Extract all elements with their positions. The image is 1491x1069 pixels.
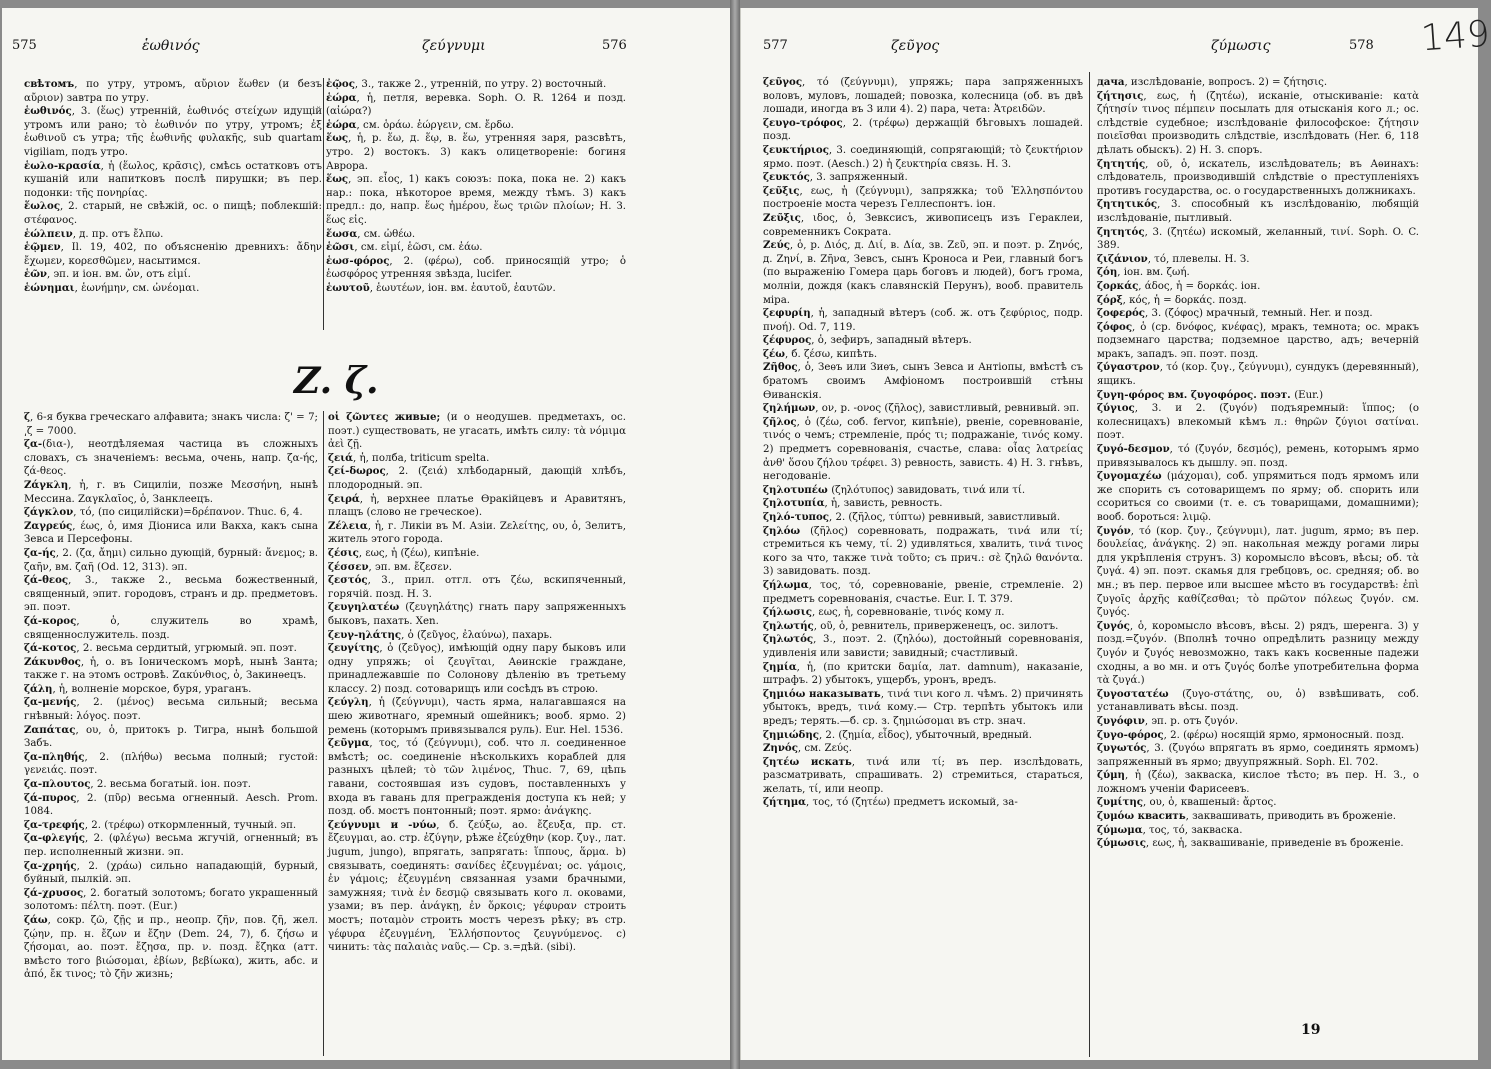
entry-headword: ζητητικός	[1097, 198, 1158, 211]
dictionary-entry: ζέσσεν, эп. вм. ἔζεσεν.	[328, 560, 453, 573]
entry-headword: ζα-πληθής	[24, 750, 85, 763]
entry-headword: ζέσις	[328, 546, 359, 559]
entry-headword: ζήλωσις	[763, 606, 812, 619]
dictionary-entry: ζεύγλη, ἡ (ζεύγνυμι), часть ярма, налагавшаяся на шею животнаго, яремный ошейникъ; вооб. ярмо. 2) ремень (которымъ привязывался руль). Eur. Hel. 1536.	[328, 696, 626, 736]
dictionary-entry: ζευγ-ηλάτης, ὁ (ζεῦγος, ἐλαύνω), пахарь.	[328, 628, 553, 641]
dictionary-entry: ζευγο-τρόφος, 2. (τρέφω) держащій бѣговыхъ лошадей. позд.	[763, 116, 1083, 143]
dictionary-entry: ζυγόφιν, эп. р. отъ ζυγόν.	[1097, 714, 1239, 727]
entry-headword: ἕωσα	[326, 227, 358, 240]
entry-headword: ἕως	[326, 173, 349, 186]
dictionary-entry: ἑωυτοῦ, ἑωυτέων, іон. вм. ἑαυτοῦ, ἑαυτῶν.	[326, 281, 556, 294]
entry-headword: ἑώλπειν	[24, 227, 73, 240]
entry-headword: ζοφερός	[1097, 307, 1146, 320]
dictionary-entry: ζά-χρυσος, 2. богатый золотомъ; богато украшенный золотомъ: πέλτη. поэт. (Eur.)	[24, 886, 318, 913]
entry-headword: ἑῶν	[24, 268, 47, 281]
entry-headword: ζέω	[763, 347, 785, 360]
entry-headword: ζάω	[24, 913, 48, 926]
page-number: 576	[602, 38, 627, 53]
column-rule	[1089, 72, 1090, 1057]
entry-headword: ζημιόω наказывать	[763, 687, 881, 700]
entry-headword: ζυγό-δεσμον	[1097, 443, 1170, 456]
entry-headword: ζηλωτής	[763, 619, 814, 632]
left-page	[2, 8, 731, 1060]
entry-headword: ζάγκλον	[24, 506, 74, 519]
dictionary-entry: ζευκτός, 3. запряженный.	[763, 171, 908, 184]
dictionary-entry: ζημιόω наказывать, τινά τινι кого л. чѣмъ. 2) причинять убытокъ, вредъ, τινά кому.— Стр. терпѣть убытокъ или вредъ; терять.—б. ср. з. ζημιώσομαι въ стр. знач.	[763, 687, 1083, 727]
entry-headword: ζά-πυρος	[24, 791, 77, 804]
dictionary-entry: ζηλήμων, ον, р. -ονος (ζῆλος), завистливый, ревнивый. эп.	[763, 402, 1080, 415]
entry-headword: ζ	[24, 411, 31, 423]
entry-headword: ζα-	[24, 438, 43, 451]
dictionary-entry: ζητητός, 3. (ζητέω) искомый, желанный, τινί. Soph. O. C. 389.	[1097, 225, 1419, 252]
dictionary-entry: ζάλη, ἡ, волненіе морское, буря, ураганъ.	[24, 682, 252, 695]
dictionary-entry: ἕως, ἡ, р. ἕω, д. ἕῳ, в. ἕω, утренняя заря, разсвѣтъ, утро. 2) востокъ. 3) какъ олицетвореніе: богиня Аврора.	[326, 132, 626, 172]
dictionary-entry: ἑώνημαι, ἑωνήμην, см. ὠνέομαι.	[24, 281, 200, 294]
dictionary-entry: ζυμίτης, ου, ὁ, квашеный: ἄρτος.	[1097, 796, 1277, 809]
dictionary-entry: ζεῦγμα, τος, τό (ζεύγνυμι), соб. что л. соединенное вмѣстѣ; ос. соединеніе нѣсколькихъ кораблей для разныхъ цѣлей; τὸ τῶν λιμένος, Thuc. 7, 69, цѣпь гавани, состоявшая изъ судовъ, поставленныхъ у входа въ гавань для прегражденія доступа къ ней; у позд. об. мостъ понтонный; поэт. ярмо: ἀνάγκης.	[328, 737, 626, 818]
entry-headword: ζα-ής	[24, 546, 56, 559]
dictionary-entry: ζύμη, ἡ (ζέω), закваска, кислое тѣсто; въ пер. Н. З., о ложномъ ученіи Фарисеевъ.	[1097, 769, 1419, 795]
dictionary-entry: ζα-ής, 2. (ζα, ἄημι) сильно дующій, бурный: ἄνεμος; в. ζαῆν, вм. ζαῆ (Od. 12, 313). эп.	[24, 546, 318, 573]
dictionary-entry: ζυγο-φόρος, 2. (φέρω) носящій ярмо, ярмоносный. позд.	[1097, 728, 1405, 741]
entry-headword: ζεστός	[328, 574, 368, 587]
signature-number: 19	[1301, 1022, 1321, 1038]
dictionary-entry: Ζαγρεύς, έως, ὁ, имя Діониса или Вакха, какъ сына Зевса и Персефоны.	[24, 519, 318, 546]
entry-headword: ἕωλος	[24, 200, 61, 213]
dictionary-entry: ἑώρα, см. ὁράω. ἑώργειν, см. ἔρδω.	[326, 118, 514, 131]
entry-headword: ἑωλο-κρασία	[24, 159, 101, 172]
dictionary-entry: ζεί-δωρος, 2. (ζειά) хлѣбодарный, дающій хлѣбъ, плодородный. эп.	[328, 465, 626, 491]
dictionary-entry: ζά-κοτος, 2. весьма сердитый, угрюмый. эп. поэт.	[24, 642, 297, 655]
dictionary-entry: ζύγαστρον, τό (кор. ζυγ., ζεύγνυμι), сундукъ (деревянный), ящикъ.	[1097, 361, 1419, 388]
entry-headword: ζήτησις	[1097, 89, 1144, 102]
dictionary-entry: ἑωσ-φόρος, 2. (φέρω), соб. приносящій утро; ὁ ἑωσφόρος утренняя звѣзда, lucifer.	[326, 254, 626, 281]
entry-headword: ἑῶσι	[326, 241, 355, 254]
entry-headword: ζεῦξις	[763, 184, 800, 197]
dictionary-entry: ἑώρα, ἡ, петля, веревка. Soph. O. R. 1264 и позд. (αἰώρα?)	[326, 91, 626, 118]
running-headword: ζύμωσις	[1211, 38, 1271, 54]
dictionary-entry: ζα-(δια-), неотдѣляемая частица въ сложныхъ словахъ, съ значеніемъ: весьма, очень, напр. ζα-ής, ζά-θεος.	[24, 438, 318, 478]
dictionary-entry: ζηλό-τυπος, 2. (ζῆλος, τύπτω) ревнивый, завистливый.	[763, 511, 1061, 523]
entry-headword: дача	[1097, 76, 1125, 88]
dictionary-entry: ζοφερός, 3. (ζόφος) мрачный, темный. Her. и позд.	[1097, 307, 1373, 320]
entry-headword: ζα-τρεφής	[24, 818, 85, 831]
dictionary-entry: ἑῶσι, см. εἰμί, ἑῶσι, см. ἐάω.	[326, 241, 483, 254]
dictionary-entry: ἑωθινός, 3. (ἕως) утренній, ἑωθινός στείχων идущій утромъ или рано; τὸ ἑωθινόν по утру, утромъ; ἐξ ἑωθινοῦ съ утра; τῆς ἑωθινῆς φυλακῆς, sub quartam vigiliam, подъ утро.	[24, 105, 322, 158]
entry-headword: ζηλήμων	[763, 402, 816, 415]
entry-headword: Ζάκυνθος	[24, 655, 81, 668]
handwritten-folio-number: 149	[1419, 13, 1491, 60]
entry-headword: ἑώρα	[326, 118, 357, 131]
entry-headword: ζειρά	[328, 492, 360, 505]
entry-headword: ζιζάνιον	[1097, 252, 1148, 265]
entry-headword: Ζεύς	[763, 239, 790, 252]
book-gutter	[730, 0, 740, 1069]
entry-headword: ζῆλος	[763, 415, 797, 428]
entry-headword: ζηλό-τυπος	[763, 511, 829, 523]
dictionary-entry: ζήτησις, εως, ἡ (ζητέω), исканіе, отыскиваніе: κατὰ ζήτησίν τινος πέμπειν посылать для отысканія кого л.; ос. слѣдствіе судебное; изслѣдованіе философское: ζήτησιν ποιεῖσθαι производить слѣдствіе, изслѣдовать (Her. 6, 118 дѣлать обыскъ). 2) Н. З. споръ.	[1097, 89, 1419, 156]
dictionary-entry: ζητέω искать, τινά или τί; въ пер. изслѣдовать, разсматривать, спрашивать. 2) стремиться, стараться, желать, τί, или неопр.	[763, 755, 1083, 795]
entry-headword: ζυγόφιν	[1097, 714, 1145, 727]
entry-headword: ζάλη	[24, 682, 53, 695]
dictionary-entry: ζιζάνιον, τό, плевелы. Н. З.	[1097, 252, 1250, 265]
dictionary-entry: ζεύγνυμι и -νύω, б. ζεύξω, ао. ἔζευξα, пр. ст. ἔζευγμαι, ао. стр. ἐζύγην, рѣже ἐζεύχθην (кор. ζυγ., лат. jugum, jungo), впрягать, запрягать: ἵππους, ἅρμα. b) связывать, соединять: σανίδες ἐζευγμέναι; ос. γάμοις, ἐν γάμοις; ἐζευγμένη связанная узами брачными, замужняя; τινὰ ἐν δεσμῷ связывать кого л. оковами, узами; въ пер. ἀνάγκῃ, ἐν ὅρκοις; γέφυραν строить мостъ; ποταμὸν строить мостъ черезъ рѣку; въ стр. γέφυρα ἐζευγμένη, Ἑλλήσποντος ζευγνύμενος. c) чинить: τὰς παλαιὰς ναῦς.— Ср. з.=дѣй. (sibi).	[328, 818, 627, 954]
dictionary-entry: ζα-πληθής, 2. (πλήθω) весьма полный; густой: γενειάς. поэт.	[24, 750, 318, 777]
dictionary-entry: ζήτημα, τος, τό (ζητέω) предметъ искомый, за-	[763, 796, 1018, 809]
dictionary-entry: ζ, 6-я буква греческаго алфавита; знакъ числа: ζ' = 7; ͵ζ = 7000.	[24, 411, 318, 437]
entry-headword: ζημία	[763, 660, 797, 673]
dictionary-entry: ἕωλος, 2. старый, не свѣжій, ос. о пищѣ; поблекшій: στέφανος.	[24, 200, 322, 226]
dictionary-entry: οἱ ζῶντες живые; (и о неодушев. предметахъ, ос. поэт.) существовать, не угасать, имѣть силу: τὰ νόμιμα ἀεὶ ζῇ.	[328, 411, 626, 451]
dictionary-entry: ζηλόω (ζῆλος) соревновать, подражать, τινά или τί; стремиться къ чему, τί. 2) удивляться, хвалить, τινά τινος кого за что, также τινὰ τοῦτο; съ прич.: σὲ ζηλῶ θανόντα. 3) завидовать. позд.	[763, 524, 1083, 578]
dictionary-entry: ἑῶν, эп. и іон. вм. ὤν, отъ εἰμί.	[24, 268, 191, 281]
entry-headword: Ζῆθος	[763, 361, 798, 374]
entry-headword: ζυγωτός	[1097, 742, 1147, 755]
dictionary-entry: ζύμωσις, εως, ἡ, заквашиваніе, приведеніе въ броженіе.	[1097, 837, 1404, 850]
dictionary-entry: ζόφος, ὁ (ср. δνόφος, κνέφας), мракъ, темнота; ос. мракъ подземнаго царства; подземное царство, адъ; вечерній мракъ, западъ. эп. поэт. позд.	[1097, 320, 1419, 360]
column-left-main	[24, 411, 318, 982]
entry-headword: ζύμωμα	[1097, 823, 1143, 836]
entry-headword: ζύγιος	[1097, 402, 1135, 415]
dictionary-entry: Ζῆθος, ὁ, Зеѳъ или Зиѳъ, сынъ Зевса и Антіопы, вмѣстѣ съ братомъ своимъ Амфіономъ построившій стѣны Ѳиванскія.	[763, 361, 1083, 401]
entry-headword: ἑωυτοῦ	[326, 281, 370, 294]
page-number: 575	[12, 38, 37, 53]
dictionary-entry: ζά-κορος, ὁ, служитель во храмѣ, священнослужитель. позд.	[24, 614, 318, 641]
right-page	[740, 8, 1491, 1060]
entry-headword: ζυγοστατέω	[1097, 687, 1183, 700]
entry-headword: ζευγο-τρόφος	[763, 116, 843, 129]
entry-headword: ζημιώδης	[763, 728, 819, 741]
dictionary-entry: ζυγόν, τό (кор. ζυγ., ζεύγνυμι), лат. jugum, ярмо; въ пер. δουλείας, ἀνάγκης. 2) эп. накольная между рогами лиры для укрѣпленія струнъ. 3) коромысло вѣсовъ, вѣсы; об. τὰ ζυγά. 4) эп. поэт. скамья для гребцовъ, ос. средняя; об. во мн.; въ пер. первое или высшее мѣсто въ государствѣ: ἐπὶ ζυγοῖς ἀρχῆς καθίζεσθαι; τὸ πρῶτον πόλεως ζυγόν. см. ζυγός.	[1097, 524, 1419, 619]
dictionary-entry: ἑῷμεν, Il. 19, 402, по объясненію древнихъ: ἄδην ἔχωμεν, κορεσθῶμεν, насытимся.	[24, 241, 322, 267]
dictionary-entry: ζηλοτυπέω (ζηλότυπος) завидовать, τινά или τί.	[763, 483, 1026, 496]
dictionary-entry: ζυγωτός, 3. (ζυγόω впрягать въ ярмо, соединять ярмомъ) запряженный въ ярмо; двуупряжный. Soph. El. 702.	[1097, 742, 1419, 768]
dictionary-entry: ζόη, іон. вм. ζωή.	[1097, 266, 1190, 279]
running-headword: ζεύγνυμι	[422, 38, 486, 54]
column-right-main	[328, 411, 626, 955]
entry-headword: ζόφος	[1097, 320, 1133, 333]
dictionary-entry: Ζηνός, см. Ζεύς.	[763, 742, 852, 755]
entry-headword: ζα-χρηής	[24, 859, 77, 872]
left-page-header	[2, 38, 730, 62]
entry-headword: ζυγομαχέω	[1097, 470, 1167, 483]
entry-headword: Ζάγκλη	[24, 478, 69, 491]
entry-headword: ζηλόω	[763, 524, 811, 537]
entry-headword: ζυμίτης	[1097, 796, 1143, 809]
column-right	[1097, 76, 1419, 851]
dictionary-entry: ζῆλος, ὁ (ζέω, соб. fervor, кипѣніе), рвеніе, соревнованіе, τινός о чемъ; стремленіе, πρός τι; подражаніе, τινός кому. 2) предметъ соревнованія, счастье, слава: οἷας λατρείας ἀνθ' ὅσου ζήλου τρέφει. 3) ревность, зависть. 4) Н. З. гнѣвъ, негодованіе.	[763, 415, 1083, 483]
entry-headword: ζα-φλεγής	[24, 832, 85, 845]
dictionary-entry: ζυγομαχέω (μάχομαι), соб. упрямиться подъ ярмомъ или же спорить съ сотоварищемъ по ярму; об. спорить или ссориться со своими (т. е. съ товарищами, домашними); вооб. бороться: λιμῷ.	[1097, 470, 1419, 523]
dictionary-entry: Ζαπάτας, ου, ὁ, притокъ р. Тигра, нынѣ большой Забъ.	[24, 723, 318, 750]
dictionary-entry: ζητητικός, 3. способный къ изслѣдованію, любящій изслѣдованіе, пытливый.	[1097, 198, 1419, 224]
entry-headword: ἑώνημαι	[24, 281, 75, 294]
dictionary-entry: Ζεῦξις, ιδος, ὁ, Зевксисъ, живописецъ изъ Гераклеи, современникъ Сократа.	[763, 211, 1083, 238]
entry-headword: Ζαπάτας	[24, 723, 76, 736]
entry-headword: ζυγο-φόρος	[1097, 728, 1164, 741]
dictionary-entry: ἑωλο-κρασία, ἡ (ἕωλος, κρᾶσις), смѣсь остатковъ отъ кушаній или напитковъ послѣ пирушки; въ пер. подонки: τῆς πονηρίας.	[24, 159, 322, 199]
dictionary-entry: ζέφυρος, ὁ, зефиръ, западный вѣтеръ.	[763, 334, 972, 347]
column-rule	[323, 411, 324, 1056]
entry-headword: ζά-κορος	[24, 614, 77, 627]
dictionary-entry: Ζέλεια, ἡ, г. Ликіи въ М. Азіи. Ζελείτης, ου, ὁ, Зелитъ, житель этого города.	[328, 519, 626, 546]
dictionary-entry: ζειά, ἡ, полба, triticum spelta.	[328, 451, 490, 464]
entry-headword: Ζεῦξις	[763, 211, 801, 224]
dictionary-entry: ζύγιος, 3. и 2. (ζυγόν) подъяремный: ἵππος; (о колесницахъ) влекомый кѣмъ л.: θηρῶν ζύγιοι σατίναι. поэт.	[1097, 402, 1419, 442]
entry-headword: ζύμωσις	[1097, 837, 1146, 850]
dictionary-entry: ζήλωσις, εως, ἡ, соревнованіе, τινός кому л.	[763, 606, 1005, 619]
entry-headword: ζήλωμα	[763, 578, 809, 591]
entry-headword: ἑώρα	[326, 91, 357, 104]
entry-headword: ζευγίτης	[328, 642, 380, 655]
page-number: 577	[763, 38, 788, 53]
dictionary-entry: ζάγκλον, τό, (по сицилійски)=δρέπανον. Thuc. 6, 4.	[24, 506, 303, 519]
entry-headword: ζευγηλατέω	[328, 601, 406, 614]
dictionary-entry: ἑώλπειν, д. пр. отъ ἔλπω.	[24, 227, 164, 240]
entry-headword: ἑῷμεν	[24, 241, 61, 254]
dictionary-entry: Ζάγκλη, ἡ, г. въ Сициліи, позже Μεσσήνη, нынѣ Мессина. Ζαγκλαῖος, ὁ, Занклеецъ.	[24, 478, 318, 505]
dictionary-entry: Ζάκυνθος, ἡ, о. въ Іоническомъ морѣ, нынѣ Занта; также г. на этомъ островѣ. Ζακύνθιος, ὁ, Закинѳецъ.	[24, 655, 318, 682]
entry-headword: ζα-πλουτος	[24, 778, 91, 791]
dictionary-entry: ζευγηλατέω (ζευγηλάτης) гнать пару запряженныхъ быковъ, пахать. Xen.	[328, 601, 626, 627]
entry-headword: ζύμη	[1097, 769, 1125, 782]
section-letter: Z. ζ.	[294, 360, 379, 402]
dictionary-entry: ζευγίτης, ὁ (ζεῦγος), имѣющій одну пару быковъ или одну упряжь; οἱ ζευγῖται, Аѳинскіе граждане, принадлежавшіе по Солонову дѣленію въ третьему классу. 2) позд. сотоварищъ или сосѣдъ въ строю.	[328, 642, 626, 695]
entry-headword: ζά-θεος	[24, 574, 69, 587]
entry-headword: ζητητής	[1097, 157, 1146, 170]
entry-headword: ἐῷος	[326, 78, 355, 90]
entry-headword: ζεῦγμα	[328, 737, 370, 750]
dictionary-entry: ἕως, эп. εἷος, 1) какъ союзъ: пока, пока не. 2) какъ нар.: пока, нѣкоторое время, между тѣмъ. 3) какъ предл.: до, напр. ἕως ἡμέρου, ἕως τριῶν πλοίων; Н. З. ἕως εἰς.	[326, 173, 626, 226]
dictionary-entry: ζητητής, οῦ, ὁ, искатель, изслѣдователь; въ Аѳинахъ: слѣдователь, производившій слѣдствіе о преступленіяхъ противъ государства, ос. о государственныхъ должникахъ.	[1097, 157, 1419, 197]
dictionary-entry: ἐῷος, 3., также 2., утренній, по утру. 2) восточный.	[326, 78, 607, 90]
entry-headword: ἑωσ-φόρος	[326, 254, 390, 267]
entry-headword: ζά-χρυσος	[24, 886, 84, 899]
entry-headword: ζέσσεν	[328, 560, 369, 573]
entry-headword: ζευκτήριος	[763, 143, 829, 156]
dictionary-entry: ζέσις, εως, ἡ (ζέω), кипѣніе.	[328, 546, 480, 559]
dictionary-entry: ζυμόω квасить, заквашивать, приводить въ броженіе.	[1097, 810, 1397, 823]
dictionary-entry: ζέω, б. ζέσω, кипѣть.	[763, 347, 878, 360]
column-right-top	[326, 78, 626, 296]
dictionary-entry: ζυγη-φόρος вм. ζυγοφόρος. поэт. (Eur.)	[1097, 388, 1324, 401]
entry-headword: ζα-μενής	[24, 696, 77, 709]
dictionary-entry: свѣтомъ, по утру, утромъ, αὔριον ἕωθεν (и безъ αὔριον) завтра по утру.	[24, 78, 322, 104]
entry-headword: ζειά	[328, 451, 353, 464]
dictionary-entry: ζυγός, ὁ, коромысло вѣсовъ, вѣсы. 2) рядъ, шеренга. 3) у позд.=ζυγόν. (Вполнѣ точно опредѣлить разницу между ζυγόν и ζυγός невозможно, такъ какъ косвенные падежи сходны, а во мн. и отъ ζυγός болѣе употребительна форма τὰ ζυγά.)	[1097, 619, 1419, 687]
entry-headword: ζυγός	[1097, 619, 1130, 632]
entry-headword: ἑωθινός	[24, 105, 72, 118]
entry-headword: ζήτημα	[763, 796, 806, 809]
entry-headword: ζορκάς	[1097, 279, 1139, 292]
dictionary-entry: ζα-φλεγής, 2. (φλέγω) весьма жгучій, огненный; въ пер. исполненный жизни. эп.	[24, 832, 318, 858]
dictionary-entry: ζυγό-δεσμον, τό (ζυγόν, δεσμός), ремень, которымъ ярмо привязывалось къ дышлу. эп. позд.	[1097, 443, 1419, 469]
entry-headword: Ζηνός	[763, 742, 798, 755]
dictionary-entry: ζευκτήριος, 3. соединяющій, сопрягающій; τὸ ζευκτήριον ярмо. поэт. (Aesch.) 2) ἡ ζευκτηρία связь. Н. З.	[763, 143, 1083, 170]
entry-headword: ζευκτός	[763, 171, 810, 184]
dictionary-entry: ἕωσα, см. ὠθέω.	[326, 227, 416, 240]
entry-headword: ζευγ-ηλάτης	[328, 628, 402, 641]
dictionary-entry: ζόρξ, κός, ἡ = δορκάς. позд.	[1097, 293, 1247, 306]
entry-headword: Ζαγρεύς	[24, 519, 73, 532]
entry-headword: ἕως	[326, 132, 349, 145]
dictionary-entry: ζά-πυρος, 2. (πῦρ) весьма огненный. Aesch. Prom. 1084.	[24, 791, 318, 818]
dictionary-entry: ζημιώδης, 2. (ζημία, εἶδος), убыточный, вредный.	[763, 728, 1033, 741]
dictionary-entry: ζηλωτός, 3., поэт. 2. (ζηλόω), достойный соревнованія, удивленія или зависти; завидный; счастливый.	[763, 633, 1083, 659]
dictionary-entry: ζημία, ἡ, (по критски δαμία, лат. damnum), наказаніе, штрафъ. 2) убытокъ, ущербъ, уронъ, вредъ.	[763, 660, 1083, 687]
dictionary-entry: Ζεύς, ὁ, р. Διός, д. Διί, в. Δία, зв. Ζεῦ, эп. и поэт. р. Ζηνός, д. Ζηνί, в. Ζῆνα, Зевсъ, сынъ Кроноса и Реи, главный богъ (по выраженію Гомера царь боговъ и людей), богъ грома, молніи, дождя (какъ славянскій Перунъ), вооб. правитель міра.	[763, 239, 1083, 306]
dictionary-entry: ζειρά, ἡ, верхнее платье Ѳракійцевъ и Аравитянъ, плащъ (слово не греческое).	[328, 492, 626, 519]
entry-headword: ζητέω искать	[763, 755, 852, 768]
entry-headword: ζυγη-φόρος вм. ζυγοφόρος. поэт.	[1097, 388, 1295, 401]
column-left	[763, 76, 1083, 810]
running-headword: ἑωθινός	[142, 38, 200, 54]
dictionary-entry: ζυγοστατέω (ζυγο-στάτης, ου, ὁ) взвѣшивать, соб. устанавливать вѣсы. позд.	[1097, 687, 1420, 714]
dictionary-entry: ζύμωμα, τος, τό, закваска.	[1097, 823, 1243, 836]
entry-headword: ζεύγνυμι и -νύω	[328, 818, 437, 831]
dictionary-entry: ζήλωμα, τος, τό, соревнованіе, рвеніе, стремленіе. 2) предметъ соревнованія, счастье. Eur. I. T. 379.	[763, 578, 1083, 605]
entry-headword: ζεί-δωρος	[328, 465, 386, 478]
running-headword: ζεῦγος	[891, 38, 940, 54]
dictionary-entry: ζεφυρίη, ἡ, западный вѣтеръ (соб. ж. отъ ζεφύριος, подр. πνοή). Od. 7, 119.	[763, 307, 1083, 333]
dictionary-entry: дача, изслѣдованіе, вопросъ. 2) = ζήτησις.	[1097, 76, 1328, 88]
entry-headword: ζηλοτυπέω	[763, 483, 832, 496]
right-page-header	[741, 38, 1478, 62]
entry-headword: ζηλωτός	[763, 633, 814, 646]
entry-headword: ζά-κοτος	[24, 642, 77, 655]
dictionary-entry: ζα-χρηής, 2. (χράω) сильно нападающій, бурный, буйный, пылкій. эп.	[24, 859, 318, 886]
page-number: 578	[1349, 38, 1374, 53]
entry-headword: Ζέλεια	[328, 519, 368, 532]
entry-headword: ζεύγλη	[328, 696, 369, 709]
entry-headword: ζόρξ	[1097, 293, 1123, 306]
entry-headword: ζητητός	[1097, 225, 1145, 238]
entry-headword: свѣтомъ	[24, 78, 75, 90]
entry-headword: ζεῦγος	[763, 76, 803, 88]
entry-headword: ζέφυρος	[763, 334, 812, 347]
entry-headword: ζηλοτυπία	[763, 497, 825, 510]
entry-headword: ζυμόω квасить	[1097, 810, 1186, 823]
dictionary-entry: ζηλωτής, οῦ, ὁ, ревнитель, приверженецъ, ос. зилотъ.	[763, 619, 1059, 632]
dictionary-entry: ζηλοτυπία, ἡ, зависть, ревность.	[763, 497, 943, 510]
dictionary-entry: ζορκάς, άδος, ἡ = δορκάς. іон.	[1097, 279, 1261, 292]
dictionary-entry: ζα-μενής, 2. (μένος) весьма сильный; весьма гнѣвный: λόγος. поэт.	[24, 696, 318, 723]
column-rule	[323, 78, 324, 330]
entry-headword: ζύγαστρον	[1097, 361, 1160, 374]
dictionary-entry: ζα-τρεφής, 2. (τρέφω) откормленный, тучный. эп.	[24, 818, 297, 831]
dictionary-entry: ζα-πλουτος, 2. весьма богатый. іон. поэт.	[24, 778, 251, 791]
entry-headword: οἱ ζῶντες живые;	[328, 411, 447, 423]
dictionary-entry: ζεστός, 3., прил. отгл. отъ ζέω, вскипяченный, горячій. позд. Н. З.	[328, 574, 626, 600]
dictionary-entry: ζεῦγος, τό (ζεύγνυμι), упряжь; пара запряженныхъ воловъ, муловъ, лошадей; повозка, колесница (об. въ двѣ лошади, иногда въ 3 или 4). 2) пара, чета: Ἀτρειδῶν.	[763, 76, 1083, 116]
dictionary-entry: ζεῦξις, εως, ἡ (ζεύγνυμι), запряжка; τοῦ Ἑλλησπόντου построеніе моста черезъ Геллеспонтъ. іон.	[763, 184, 1083, 211]
entry-headword: ζυγόν	[1097, 524, 1131, 537]
column-left-top	[24, 78, 322, 296]
entry-headword: ζόη	[1097, 266, 1118, 279]
entry-headword: ζεφυρίη	[763, 307, 811, 320]
dictionary-entry: ζά-θεος, 3., также 2., весьма божественный, священный, эпит. городовъ, странъ и др. предметовъ. эп. поэт.	[24, 574, 318, 614]
dictionary-entry: ζάω, сокр. ζῶ, ζῇς и пр., неопр. ζῆν, пов. ζῆ, жел. ζῴην, пр. н. ἔζων и ἔζην (Dem. 24, 7), б. ζήσω и ζήσομαι, ао. поэт. ἔζησα, пр. ν. позд. ἔζηκα (атт. вмѣсто того βιώσομαι, ἐβίων, βεβίωκα), жить, абс. и ἀπό, ἔκ τινος; τὸ ζῆν жизнь;	[24, 913, 318, 981]
